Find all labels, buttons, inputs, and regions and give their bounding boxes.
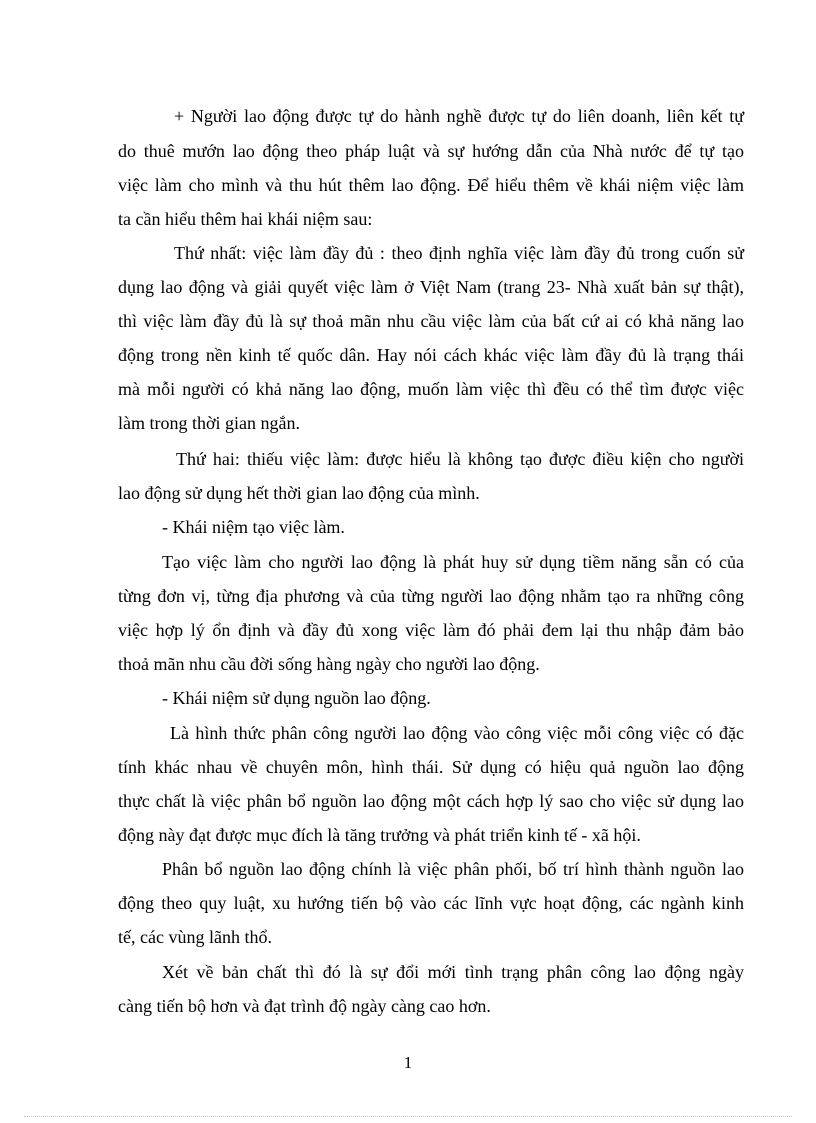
paragraph-3-line-2: lao động sử dụng hết thời gian lao động của mình. [118,483,480,503]
section-heading-su-dung-nguon-lao-dong: - Khái niệm sử dụng nguồn lao động. [162,688,431,708]
paragraph-3-line-1: Thứ hai: thiếu việc làm: được hiểu là không tạo được điều kiện cho người [176,449,744,469]
page-bottom-divider [24,1116,792,1117]
paragraph-1-line-4: ta cần hiểu thêm hai khái niệm sau: [118,209,373,229]
paragraph-5-line-2: từng đơn vị, từng địa phương và của từng người lao động nhằm tạo ra những công [118,586,744,606]
paragraph-8-line-2: động theo quy luật, xu hướng tiến bộ vào các lĩnh vực hoạt động, các ngành kinh [118,893,744,913]
paragraph-5-line-4: thoả mãn nhu cầu đời sống hàng ngày cho người lao động. [118,654,540,674]
paragraph-7-line-3: thực chất là việc phân bổ nguồn lao động một cách hợp lý sao cho việc sử dụng lao [118,791,744,811]
paragraph-2-line-1: Thứ nhất: việc làm đầy đủ : theo định nghĩa việc làm đầy đủ trong cuốn sử [174,243,744,263]
page-number: 1 [403,1053,413,1072]
paragraph-1-line-3: việc làm cho mình và thu hút thêm lao động. Để hiểu thêm về khái niệm việc làm [118,175,744,195]
paragraph-1-line-1: + Người lao động được tự do hành nghề được tự do liên doanh, liên kết tự [174,106,744,126]
paragraph-9-line-2: càng tiến bộ hơn và đạt trình độ ngày càng cao hơn. [118,996,491,1016]
paragraph-1-line-2: do thuê mướn lao động theo pháp luật và sự hướng dẫn của Nhà nước để tự tạo [118,141,744,161]
paragraph-2-line-6: làm trong thời gian ngắn. [118,413,300,433]
paragraph-8-line-1: Phân bổ nguồn lao động chính là việc phân phối, bố trí hình thành nguồn lao [162,859,744,879]
paragraph-7-line-4: động này đạt được mục đích là tăng trưởng và phát triển kinh tế - xã hội. [118,825,641,845]
paragraph-2-line-4: động trong nền kinh tế quốc dân. Hay nói cách khác việc làm đầy đủ là trạng thái [118,345,744,365]
paragraph-2-line-2: dụng lao động và giải quyết việc làm ở Việt Nam (trang 23- Nhà xuất bản sự thật), [118,277,744,297]
paragraph-2-line-5: mà mỗi người có khả năng lao động, muốn làm việc thì đều có thể tìm được việc [118,379,744,399]
paragraph-7-line-1: Là hình thức phân công người lao động vào công việc mỗi công việc có đặc [170,723,744,743]
paragraph-9-line-1: Xét về bản chất thì đó là sự đổi mới tình trạng phân công lao động ngày [162,962,744,982]
paragraph-5-line-3: việc hợp lý ổn định và đầy đủ xong việc làm đó phải đem lại thu nhập đảm bảo [118,620,744,640]
section-heading-tao-viec-lam: - Khái niệm tạo việc làm. [162,517,345,537]
paragraph-5-line-1: Tạo việc làm cho người lao động là phát huy sử dụng tiềm năng sẵn có của [162,552,744,572]
paragraph-8-line-3: tế, các vùng lãnh thổ. [118,927,272,947]
paragraph-2-line-3: thì việc làm đầy đủ là sự thoả mãn nhu cầu việc làm của bất cứ ai có khả năng lao [118,311,744,331]
paragraph-7-line-2: tính khác nhau về chuyên môn, hình thái. Sử dụng có hiệu quả nguồn lao động [118,757,744,777]
